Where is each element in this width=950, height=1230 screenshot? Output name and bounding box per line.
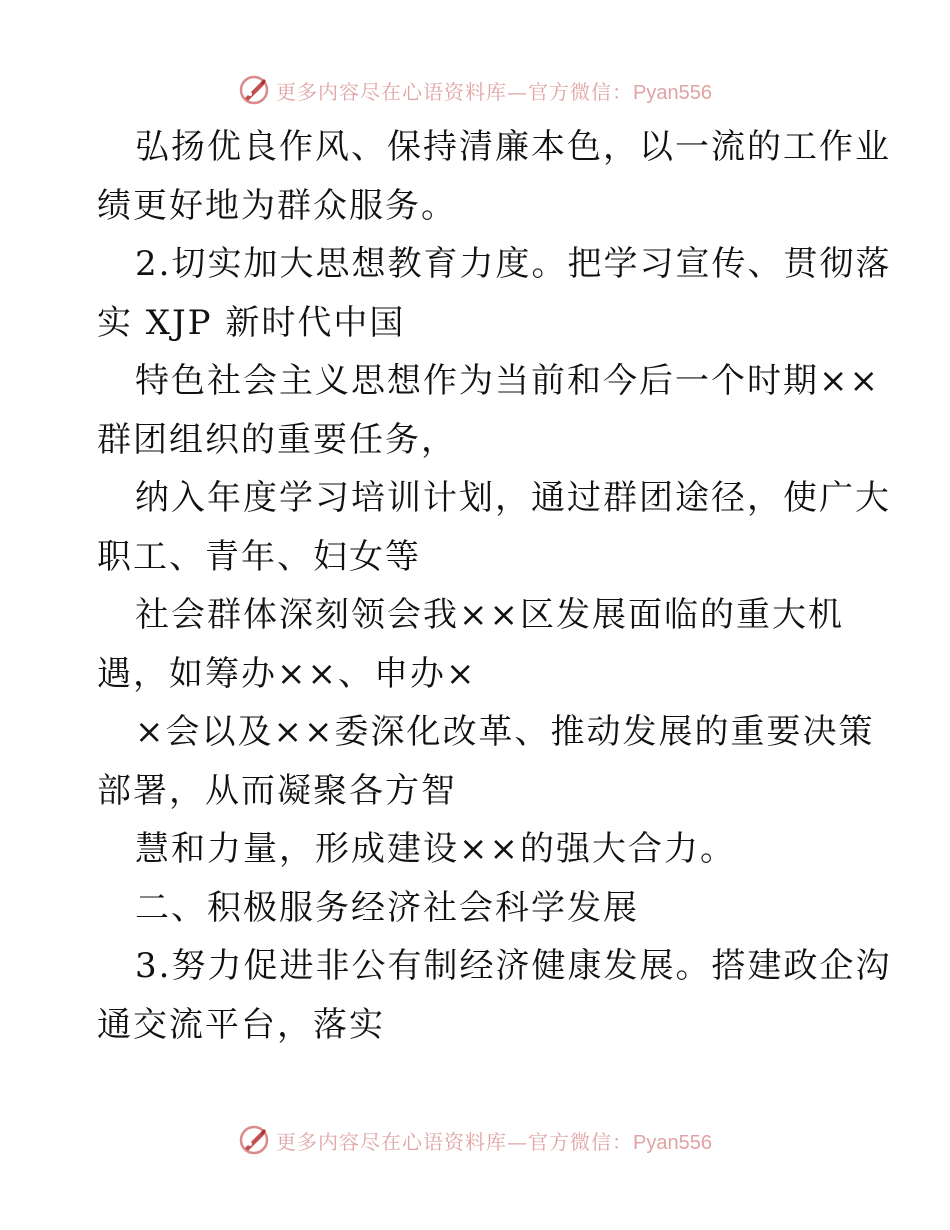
body-line: 特色社会主义思想作为当前和今后一个时期×× (135, 361, 880, 401)
body-line: 遇，如筹办××、申办× (97, 653, 477, 694)
body-line: 通交流平台，落实 (97, 1004, 385, 1045)
body-line: 实 XJP 新时代中国 (97, 302, 406, 343)
body-line: 绩更好地为群众服务。 (97, 185, 457, 226)
body-line: 群团组织的重要任务， (97, 419, 457, 460)
body-line: 部署，从而凝聚各方智 (97, 770, 457, 811)
body-line: 3.努力促进非公有制经济健康发展。搭建政企沟 (135, 946, 892, 986)
section-heading: 二、积极服务经济社会科学发展 (135, 887, 639, 928)
document-body (97, 118, 892, 1054)
wechat-id: Pyan556 (633, 1131, 712, 1154)
pen-logo-icon (238, 1124, 270, 1156)
body-line: 慧和力量，形成建设××的强大合力。 (135, 829, 736, 869)
body-line: 职工、青年、妇女等 (97, 536, 421, 577)
watermark-text: 更多内容尽在心语资料库—官方微信：Pyan556 (276, 79, 712, 104)
watermark-text: 更多内容尽在心语资料库—官方微信：Pyan556 (276, 1129, 712, 1154)
body-line: 纳入年度学习培训计划，通过群团途径，使广大 (135, 478, 891, 518)
wechat-id: Pyan556 (633, 81, 712, 104)
header-watermark-banner (0, 70, 950, 110)
body-line: 社会群体深刻领会我××区发展面临的重大机 (135, 595, 844, 635)
body-line: 弘扬优良作风、保持清廉本色，以一流的工作业 (135, 127, 891, 167)
body-line: ×会以及××委深化改革、推动发展的重要决策 (135, 712, 875, 752)
footer-watermark-banner (0, 1120, 950, 1160)
body-line: 2.切实加大思想教育力度。把学习宣传、贯彻落 (135, 244, 892, 284)
pen-logo-icon (238, 74, 270, 106)
